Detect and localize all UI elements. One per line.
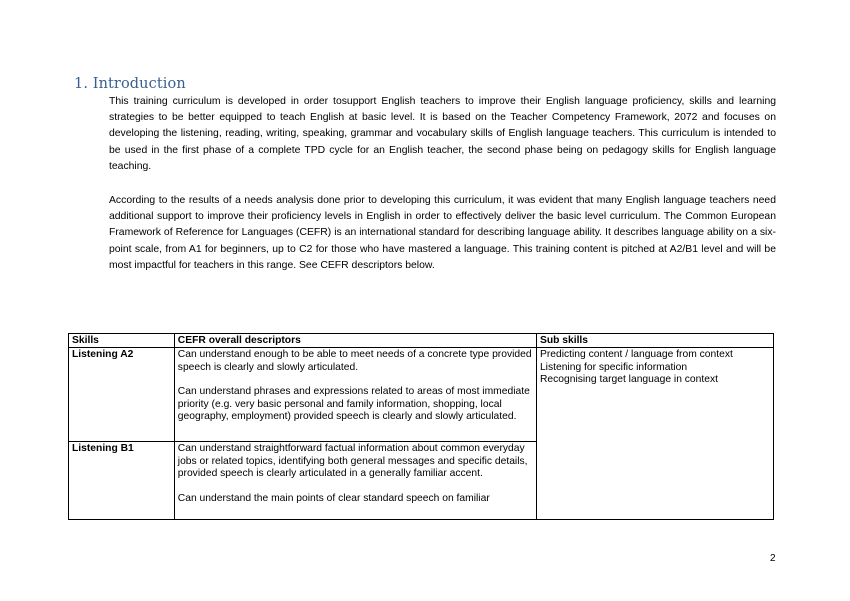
page-number: 2 [770, 553, 776, 564]
descriptor-cell [174, 348, 536, 442]
sub-skills-cell [536, 348, 773, 520]
header-cefr-descriptors: CEFR overall descriptors [174, 334, 536, 348]
intro-paragraph-2: According to the results of a needs analysis done prior to developing this curriculum, it was evident that many English language teachers need additional support to improve their proficiency levels in English in order to effectively deliver the basic level curriculum. The Common European Framework of Reference for Languages (CEFR) is an international standard for describing language ability. It describes language ability on a six-point scale, from A1 for beginners, up to C2 for those who have mastered a language. This training content is pitched at A2/B1 level and will be most impactful for teachers in this range. See CEFR descriptors below. [109, 195, 776, 271]
descriptor-cell [174, 442, 536, 520]
table-header-row [69, 334, 774, 348]
header-skills: Skills [69, 334, 175, 348]
section-heading: 1. Introduction [74, 76, 186, 92]
intro-paragraph-1: This training curriculum is developed in order tosupport English teachers to improve their English language proficiency, skills and learning strategies to be better equipped to teach English at basic level. It is based on the Teacher Competency Framework, 2072 and focuses on developing the listening, reading, writing, speaking, grammar and vocabulary skills of English language teachers. This curriculum is intended to be used in the first phase of a complete TPD cycle for an English teacher, the second phase being on pedagogy skills for English language teaching. [109, 96, 776, 172]
skill-cell: Listening A2 [69, 348, 175, 442]
cefr-descriptors-table [68, 333, 774, 520]
sub-skill-item: Recognising target language in context [539, 374, 718, 386]
skill-cell: Listening B1 [69, 442, 175, 520]
descriptor-text: Can understand straightforward factual information about common everyday jobs or related topics, identifying both general messages and specific details, provided speech is clearly articulated in a generally familiar accent. [177, 443, 528, 480]
descriptor-text: Can understand the main points of clear standard speech on familiar [177, 492, 490, 504]
table-row [69, 348, 774, 442]
header-sub-skills: Sub skills [536, 334, 773, 348]
descriptor-text: Can understand phrases and expressions related to areas of most immediate priority (e.g. very basic personal and family information, shopping, local geography, employment) provided speech is clearly and slowly articulated. [177, 386, 530, 423]
sub-skill-item: Listening for specific information [539, 361, 688, 373]
descriptor-text: Can understand enough to be able to meet needs of a concrete type provided speech is clearly and slowly articulated. [177, 349, 532, 373]
sub-skill-item: Predicting content / language from context [539, 349, 733, 361]
